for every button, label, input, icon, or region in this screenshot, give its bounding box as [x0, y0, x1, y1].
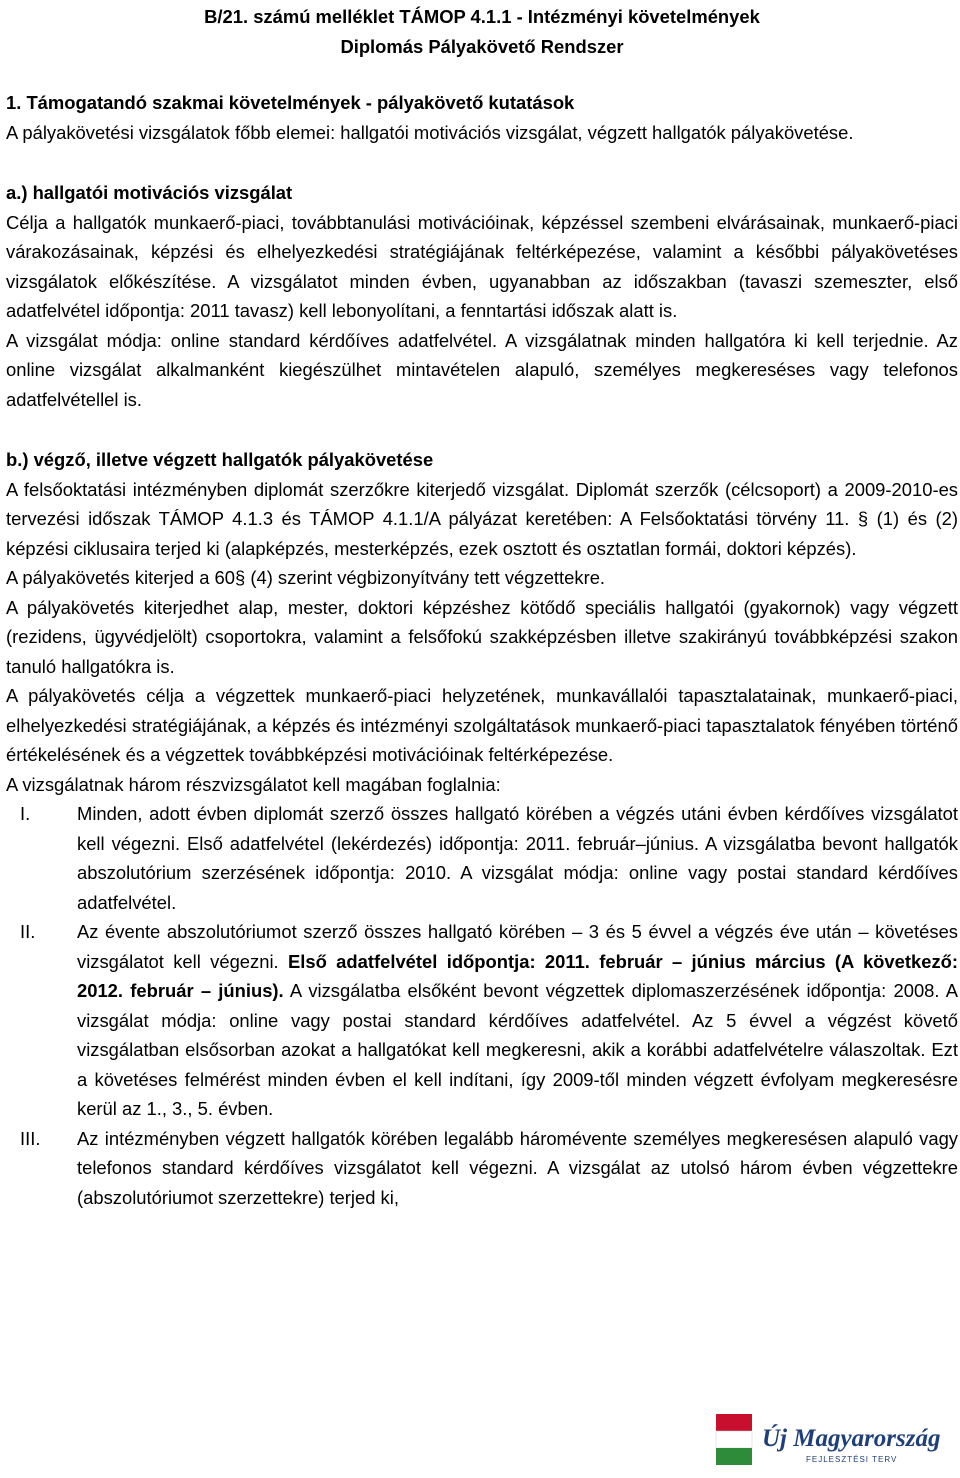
document-header — [6, 2, 958, 62]
section-1-intro: A pályakövetési vizsgálatok főbb elemei: hallgatói motivációs vizsgálat, végzett hallgatók pályakövetése. — [6, 121, 854, 143]
section-a-paragraph-2: A vizsgálat módja: online standard kérdőíves adatfelvétel. A vizsgálatnak minden hallgatóra ki kell terjednie. Az online vizsgálat alkalmanként kiegészülhet mintavételen alapuló, személyes megkereséses vagy telefonos adatfelvétellel is. — [6, 329, 958, 410]
uj-magyarorszag-logo — [708, 1408, 952, 1470]
document-page — [6, 0, 958, 1212]
header-line-1: B/21. számú melléklet TÁMOP 4.1.1 - Intézményi követelmények — [204, 6, 760, 27]
list-item-1 — [6, 799, 958, 917]
list-item-text-continued: A vizsgálatba elsőként bevont végzettek diplomaszerzésének időpontja: 2008. A vizsgálat módja: online vagy postai standard kérdőíves adatfelvétel. Az 5 évvel a végzést követő vizsgálatban elsősorban azokat a hallgatókat kell megkeresni, akik a korábbi adatfelvételre válaszoltak. Ezt a követéses felmérést minden évben el kell indítani, így 2009-től minden végzett évfolyam megkeresésre kerül az 1., 3., 5. évben. — [77, 980, 958, 1119]
section-b-paragraph-2: A pályakövetés kiterjed a 60§ (4) szerint végbizonyítvány tett végzettekre. — [6, 567, 606, 588]
list-item-text: Az intézményben végzett hallgatók körében legalább háromévente személyes megkeresésen alapuló vagy telefonos standard kérdőíves vizsgálatot kell végezni. A vizsgálat az utolsó három évben végzettekre (abszolutóriumot szerzettekre) terjed ki, — [77, 1127, 958, 1208]
section-b-paragraph-3: A pályakövetés kiterjedhet alap, mester, doktori képzéshez kötődő speciális hallgatói (gyakornok) vagy végzett (rezidens, ügyvédjelölt) csoportokra, valamint a felsőfokú szakképzésben illetve szakirányú továbbképzési szakon tanuló hallgatókra is. — [6, 596, 958, 677]
section-b-paragraph-5: A vizsgálatnak három részvizsgálatot kell magában foglalnia: — [6, 773, 501, 795]
flag-icon — [716, 1414, 752, 1465]
list-item-3 — [6, 1124, 958, 1213]
section-1-title: 1. Támogatandó szakmai követelmények - pályakövető kutatások — [6, 92, 575, 113]
list-item-2 — [6, 917, 958, 1124]
list-item-text: Az évente abszolutóriumot szerző összes hallgató körében – 3 és 5 évvel a végzés éve után – követéses vizsgálatot kell végezni. — [77, 921, 958, 972]
logo-line-1: Új Magyarország — [762, 1425, 941, 1452]
list-item-text: Minden, adott évben diplomát szerző összes hallgató körében a végzés utáni évben kérdőíves vizsgálatot kell végezni. Első adatfelvétel (lekérdezés) időpontja: 2011. február–június. A vizsgálatba bevont hallgatók abszolutórium szerzésének időpontja: 2010. A vizsgálat módja: online vagy postai standard kérdőíves adatfelvétel. — [77, 803, 958, 913]
list-item-number: I. — [20, 803, 31, 824]
list-item-number: III. — [20, 1127, 41, 1149]
section-a-title: a.) hallgatói motivációs vizsgálat — [6, 182, 293, 203]
section-b-title: b.) végző, illetve végzett hallgatók pályakövetése — [6, 449, 434, 470]
list-item-text-bold: Első adatfelvétel időpontja: 2011. február – június március (A következő: 2012. február – június). — [77, 950, 958, 1001]
list-item-number: II. — [20, 921, 36, 942]
logo-line-2: FEJLESZTÉSI TERV — [806, 1455, 898, 1464]
section-b-paragraph-1: A felsőoktatási intézményben diplomát szerzőkre kiterjedő vizsgálat. Diplomát szerzők (célcsoport) a 2009-2010-es tervezési időszak TÁMOP 4.1.3 és TÁMOP 4.1.1/A pályázat keretében: A Felsőoktatási törvény 11. § (1) és (2) képzési ciklusaira terjed ki (alapképzés, mesterképzés, ezek osztott és osztatlan formái, doktori képzés). — [6, 478, 958, 559]
flag-green-stripe — [716, 1448, 752, 1465]
flag-white-stripe — [716, 1431, 752, 1448]
section-b-paragraph-4: A pályakövetés célja a végzettek munkaerő-piaci helyzetének, munkavállalói tapasztalatainak, munkaerő-piaci, elhelyezkedési stratégiájának, a képzés és intézményi szolgáltatások munkaerő-piaci tapasztalatok fényében történő értékelésének és a végzettek továbbképzési motivációinak feltérképezése. — [6, 685, 958, 765]
header-line-2: Diplomás Pályakövető Rendszer — [340, 36, 624, 57]
flag-red-stripe — [716, 1414, 752, 1431]
section-a-paragraph-1: Célja a hallgatók munkaerő-piaci, továbbtanulási motivációinak, képzéssel szembeni elvárásainak, munkaerő-piaci várakozásainak, képzési és elhelyezkedési stratégiájának feltérképezése, valamint a későbbi pályakövetéses vizsgálatok előkészítése. A vizsgálatot minden évben, ugyanabban az időszakban (tavaszi szemeszter, első adatfelvétel időpontja: 2011 tavasz) kell lebonyolítani, a fenntartási időszak alatt is. — [6, 211, 958, 321]
